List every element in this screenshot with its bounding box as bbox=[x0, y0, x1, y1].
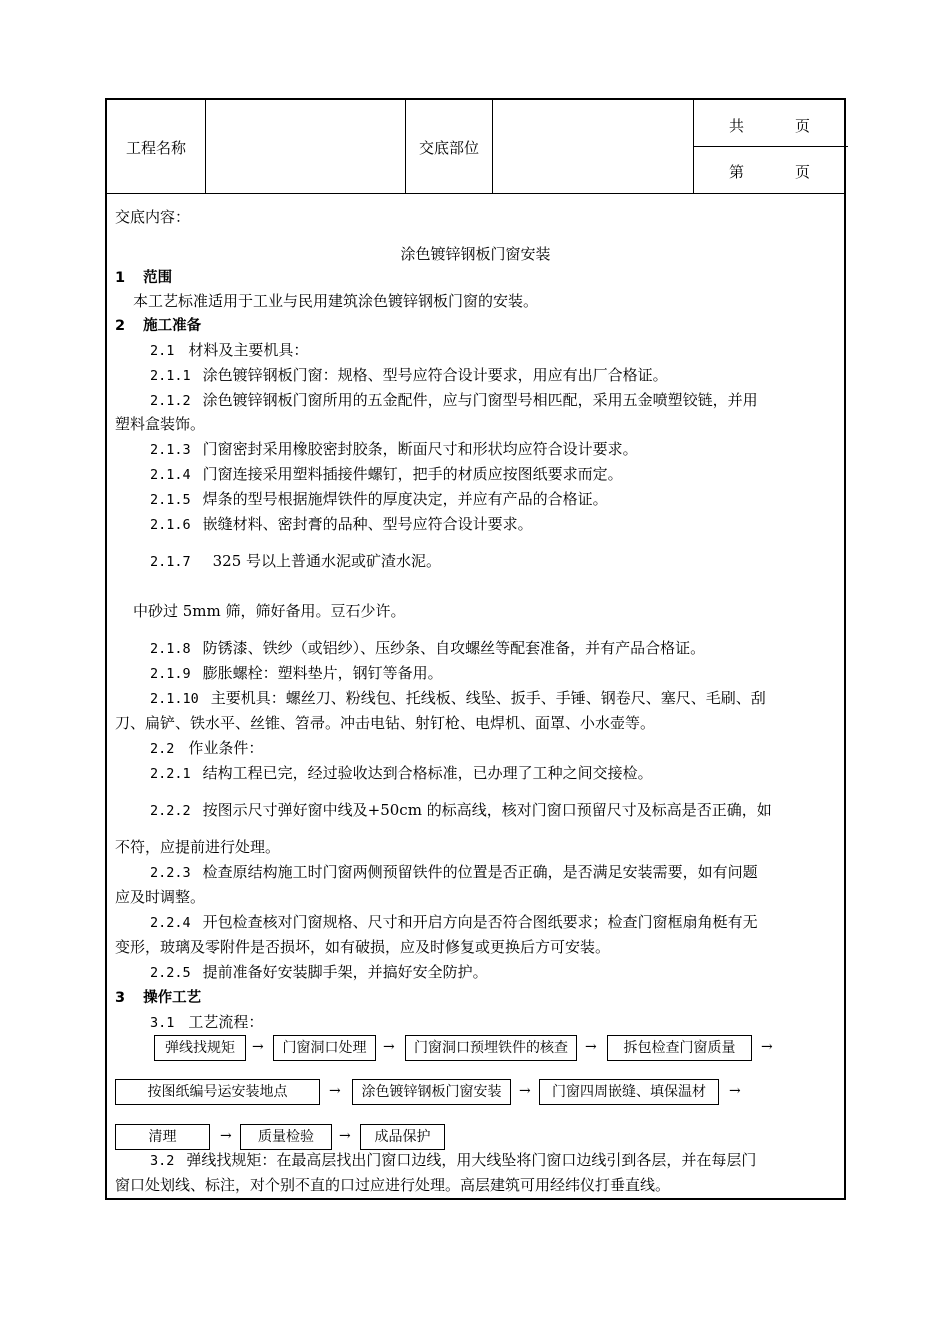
body-line: 2.1.6 嵌缝材料、密封膏的品种、型号应符合设计要求。 bbox=[150, 515, 533, 533]
body-line: 2.2.1 结构工程已完，经过验收达到合格标准，已办理了工种之间交接检。 bbox=[150, 764, 653, 782]
body-line: 2.2.5 提前准备好安装脚手架，并搞好安全防护。 bbox=[150, 963, 488, 981]
location-label: 交底部位 bbox=[418, 138, 479, 157]
body-line: 3.2 弹线找规矩：在最高层找出门窗口边线，用大线坠将门窗口边线引到各层，并在每层门 bbox=[150, 1151, 757, 1169]
body-line: 应及时调整。 bbox=[115, 888, 206, 906]
body-line: 2.2.2 按图示尺寸弹好窗中线及+50cm 的标高线，核对门窗口预留尺寸及标高是否正确，如 bbox=[150, 801, 772, 819]
header-divider bbox=[693, 146, 848, 147]
body-line: 3.1 工艺流程： bbox=[150, 1013, 264, 1031]
body-line: 窗口处划线、标注，对个别不直的口过应进行处理。高层建筑可用经纬仪打垂直线。 bbox=[115, 1176, 671, 1194]
flow-arrow: → bbox=[220, 1128, 232, 1144]
flow-arrow: → bbox=[339, 1128, 351, 1144]
body-line: 2.1 材料及主要机具： bbox=[150, 341, 309, 359]
body-line: 中砂过 5mm 筛，筛好备用。豆石少许。 bbox=[133, 602, 406, 620]
body-line: 2.1.2 涂色镀锌钢板门窗所用的五金配件，应与门窗型号相匹配，采用五金喷塑铰链，并用 bbox=[150, 391, 758, 409]
heading-line: 1 范围 bbox=[115, 270, 173, 286]
body-line: 2.1.8 防锈漆、铁纱（或铝纱）、压纱条、自攻螺丝等配套准备，并有产品合格证。 bbox=[150, 639, 706, 657]
body-line: 塑料盒装饰。 bbox=[115, 415, 206, 433]
flow-step: 拆包检查门窗质量 bbox=[607, 1035, 752, 1061]
body-line: 2.1.3 门窗密封采用橡胶密封胶条，断面尺寸和形状均应符合设计要求。 bbox=[150, 440, 638, 458]
flow-step: 按图纸编号运安装地点 bbox=[115, 1079, 320, 1105]
flow-arrow: → bbox=[585, 1039, 597, 1055]
body-line: 2.1.7 325 号以上普通水泥或矿渣水泥。 bbox=[150, 552, 442, 570]
project-name-value bbox=[206, 100, 404, 194]
header-table bbox=[107, 100, 844, 194]
flow-arrow: → bbox=[252, 1039, 264, 1055]
body-line: 2.1.4 门窗连接采用塑料插接件螺钉，把手的材质应按图纸要求而定。 bbox=[150, 465, 623, 483]
flow-step: 涂色镀锌钢板门窗安装 bbox=[352, 1079, 511, 1105]
body-line: 本工艺标准适用于工业与民用建筑涂色镀锌钢板门窗的安装。 bbox=[133, 292, 539, 310]
body-line: 2.1.1 涂色镀锌钢板门窗：规格、型号应符合设计要求，用应有出厂合格证。 bbox=[150, 366, 668, 384]
heading-line: 2 施工准备 bbox=[115, 318, 202, 334]
location-value bbox=[493, 100, 693, 194]
flow-step: 清理 bbox=[115, 1124, 210, 1150]
body-line: 不符，应提前进行处理。 bbox=[115, 838, 281, 856]
flow-arrow: → bbox=[383, 1039, 395, 1055]
flow-step: 门窗洞口预埋铁件的核查 bbox=[405, 1035, 577, 1061]
page-no-right: 页 bbox=[795, 163, 811, 181]
flow-step: 门窗洞口处理 bbox=[273, 1035, 376, 1061]
content-label: 交底内容： bbox=[115, 208, 191, 226]
body-line: 变形，玻璃及零附件是否损坏，如有破损，应及时修复或更换后方可安装。 bbox=[115, 938, 611, 956]
flow-step: 门窗四周嵌缝、填保温材 bbox=[539, 1079, 719, 1105]
page-no-left: 第 bbox=[729, 163, 745, 181]
body-line: 2.1.5 焊条的型号根据施焊铁件的厚度决定，并应有产品的合格证。 bbox=[150, 490, 608, 508]
body-line: 2.1.9 膨胀螺栓：塑料垫片，钢钉等备用。 bbox=[150, 664, 443, 682]
flow-arrow: → bbox=[729, 1083, 741, 1099]
flow-step: 弹线找规矩 bbox=[154, 1035, 246, 1061]
flow-arrow: → bbox=[761, 1039, 773, 1055]
flow-step: 成品保护 bbox=[360, 1124, 445, 1150]
header-divider bbox=[693, 100, 694, 194]
total-pages-right: 页 bbox=[795, 117, 811, 135]
body-line: 2.2.3 检查原结构施工时门窗两侧预留铁件的位置是否正确，是否满足安装需要，如有问题 bbox=[150, 863, 758, 881]
total-pages-left: 共 bbox=[729, 117, 745, 135]
flow-arrow: → bbox=[329, 1083, 341, 1099]
body-line: 2.2.4 开包检查核对门窗规格、尺寸和开启方向是否符合图纸要求；检查门窗框扇角梃有无 bbox=[150, 913, 758, 931]
body-line: 刀、扁铲、铁水平、丝锥、笤帚。冲击电钻、射钉枪、电焊机、面罩、小水壶等。 bbox=[115, 714, 656, 732]
flow-step: 质量检验 bbox=[240, 1124, 332, 1150]
body-line: 2.2 作业条件： bbox=[150, 739, 264, 757]
document-sheet bbox=[105, 98, 846, 1200]
body-line: 2.1.10 主要机具：螺丝刀、粉线包、托线板、线坠、扳手、手锤、钢卷尺、塞尺、毛刷、刮 bbox=[150, 689, 766, 707]
heading-line: 3 操作工艺 bbox=[115, 990, 202, 1006]
project-name-label: 工程名称 bbox=[125, 138, 186, 157]
doc-title: 涂色镀锌钢板门窗安装 bbox=[400, 245, 551, 263]
flow-arrow: → bbox=[519, 1083, 531, 1099]
